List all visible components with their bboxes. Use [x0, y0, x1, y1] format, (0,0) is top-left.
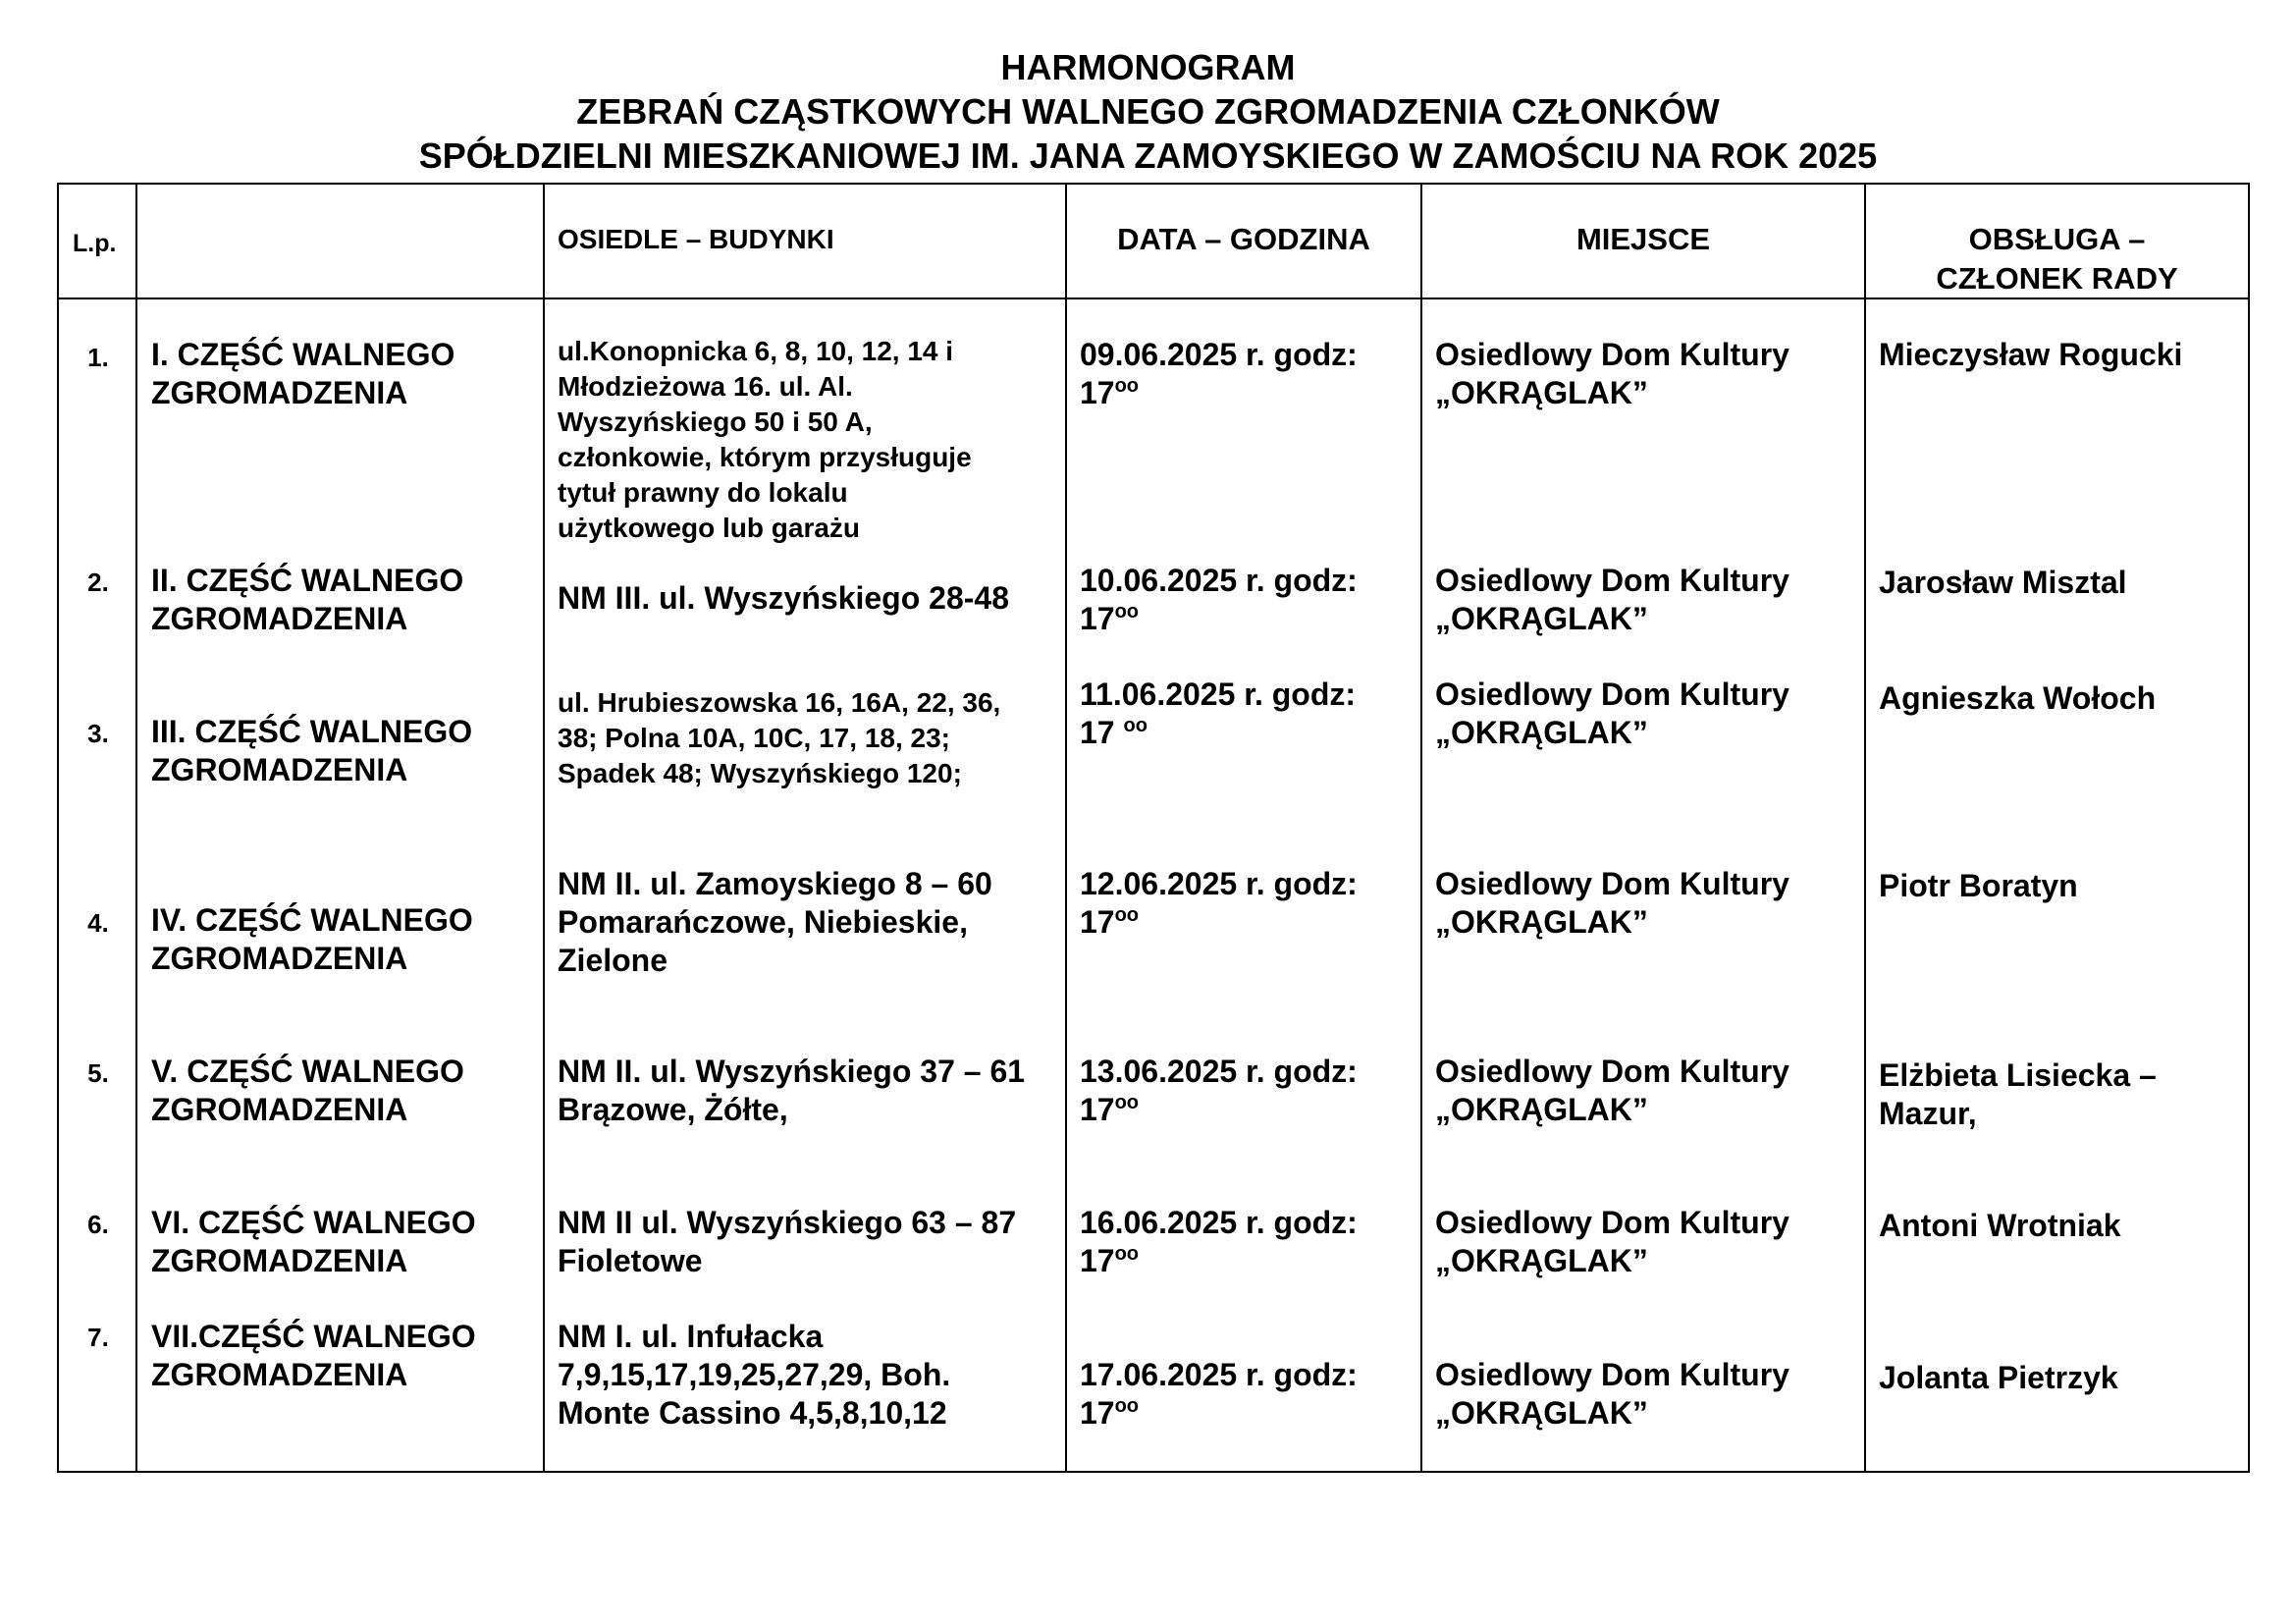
- row-member: Piotr Boratyn: [1879, 868, 2078, 903]
- row-hour: 17: [1080, 601, 1115, 636]
- row-minutes: oo: [1123, 715, 1148, 736]
- row-member: Elżbieta Lisiecka – Mazur,: [1879, 1057, 2157, 1131]
- row-part: IV. CZĘŚĆ WALNEGO ZGROMADZENIA: [151, 902, 473, 976]
- row-osiedle: NM I. ul. Infułacka 7,9,15,17,19,25,27,29, Boh. Monte Cassino 4,5,8,10,12: [558, 1319, 951, 1431]
- row-number: 3.: [87, 719, 109, 748]
- title-line-3: SPÓŁDZIELNI MIESZKANIOWEJ IM. JANA ZAMOYSKIEGO W ZAMOŚCIU NA ROK 2025: [418, 135, 1878, 176]
- row-date: 17.06.2025 r. godz: $17^{oo}$: [1080, 1357, 1358, 1431]
- document-title: [0, 45, 2296, 178]
- row-date: 11.06.2025 r. godz: 17 $^{oo}$: [1080, 677, 1357, 750]
- row-osiedle: ul. Hrubieszowska 16, 16A, 22, 36, 38; Polna 10A, 10C, 17, 18, 23; Spadek 48; Wyszyńskiego 120;: [558, 687, 1001, 788]
- row-hour: 17: [1080, 1243, 1115, 1278]
- row-osiedle: ul.Konopnicka 6, 8, 10, 12, 14 i Młodzieżowa 16. ul. Al. Wyszyńskiego 50 i 50 A, członkowie, którym przysługuje tytuł prawny do lokalu użytkowego lub garażu: [558, 336, 972, 543]
- row-place: Osiedlowy Dom Kultury „OKRĄGLAK”: [1435, 563, 1789, 636]
- row-number: 2.: [87, 568, 109, 597]
- row-member: Mieczysław Rogucki: [1879, 337, 2183, 372]
- row-number: 6.: [87, 1210, 109, 1239]
- header-miejsce: MIEJSCE: [1575, 222, 1711, 256]
- row-part: VI. CZĘŚĆ WALNEGO ZGROMADZENIA: [151, 1205, 476, 1278]
- title-line-1: HARMONOGRAM: [1000, 47, 1296, 87]
- row-place: Osiedlowy Dom Kultury „OKRĄGLAK”: [1435, 1357, 1789, 1431]
- row-place: Osiedlowy Dom Kultury „OKRĄGLAK”: [1435, 1205, 1789, 1278]
- row-place: Osiedlowy Dom Kultury „OKRĄGLAK”: [1435, 1054, 1789, 1127]
- row-place: Osiedlowy Dom Kultury „OKRĄGLAK”: [1435, 337, 1789, 410]
- row-minutes: oo: [1114, 1243, 1140, 1265]
- row-part: II. CZĘŚĆ WALNEGO ZGROMADZENIA: [151, 563, 464, 636]
- row-number: 5.: [87, 1058, 109, 1088]
- row-minutes: oo: [1114, 601, 1140, 623]
- row-date: 16.06.2025 r. godz: $17^{oo}$: [1080, 1205, 1358, 1278]
- row-minutes: oo: [1114, 1092, 1140, 1113]
- row-osiedle: NM II ul. Wyszyńskiego 63 – 87 Fioletowe: [558, 1205, 1017, 1278]
- header-data-godzina: DATA – GODZINA: [1117, 222, 1370, 256]
- row-place: Osiedlowy Dom Kultury „OKRĄGLAK”: [1435, 677, 1789, 750]
- row-minutes: oo: [1114, 904, 1140, 926]
- row-number: 4.: [87, 908, 109, 938]
- row-date: 09.06.2025 r. godz: $17^{oo}$: [1080, 337, 1358, 410]
- header-osiedle: OSIEDLE – BUDYNKI: [558, 224, 834, 254]
- row-part: V. CZĘŚĆ WALNEGO ZGROMADZENIA: [151, 1054, 464, 1127]
- row-place: Osiedlowy Dom Kultury „OKRĄGLAK”: [1435, 866, 1789, 940]
- row-hour: 17: [1080, 1395, 1115, 1431]
- row-member: Antoni Wrotniak: [1879, 1208, 2121, 1243]
- row-hour: 17: [1080, 715, 1124, 750]
- header-lp: L.p.: [73, 230, 117, 257]
- row-part: I. CZĘŚĆ WALNEGO ZGROMADZENIA: [151, 337, 455, 410]
- header-obsluga: OBSŁUGA – CZŁONEK RADY: [1936, 222, 2178, 296]
- row-hour: 17: [1080, 904, 1115, 940]
- row-osiedle: NM II. ul. Zamoyskiego 8 – 60 Pomarańczowe, Niebieskie, Zielone: [558, 866, 992, 978]
- row-minutes: oo: [1114, 1395, 1140, 1417]
- row-osiedle: NM III. ul. Wyszyńskiego 28-48: [558, 580, 1009, 616]
- title-line-2: ZEBRAŃ CZĄSTKOWYCH WALNEGO ZGROMADZENIA CZŁONKÓW: [576, 91, 1720, 132]
- row-member: Agnieszka Wołoch: [1879, 680, 2157, 716]
- row-member: Jolanta Pietrzyk: [1879, 1360, 2118, 1395]
- row-part: VII.CZĘŚĆ WALNEGO ZGROMADZENIA: [151, 1319, 476, 1392]
- row-date: 12.06.2025 r. godz: $17^{oo}$: [1080, 866, 1358, 940]
- row-date: 13.06.2025 r. godz: $17^{oo}$: [1080, 1054, 1358, 1127]
- row-member: Jarosław Misztal: [1879, 565, 2127, 600]
- row-number: 1.: [87, 343, 109, 372]
- row-date: 10.06.2025 r. godz: $17^{oo}$: [1080, 563, 1358, 636]
- row-osiedle: NM II. ul. Wyszyńskiego 37 – 61 Brązowe, Żółte,: [558, 1054, 1026, 1127]
- row-number: 7.: [87, 1323, 109, 1352]
- row-part: III. CZĘŚĆ WALNEGO ZGROMADZENIA: [151, 714, 473, 787]
- row-minutes: oo: [1114, 375, 1140, 397]
- row-hour: 17: [1080, 1092, 1115, 1127]
- row-hour: 17: [1080, 375, 1115, 410]
